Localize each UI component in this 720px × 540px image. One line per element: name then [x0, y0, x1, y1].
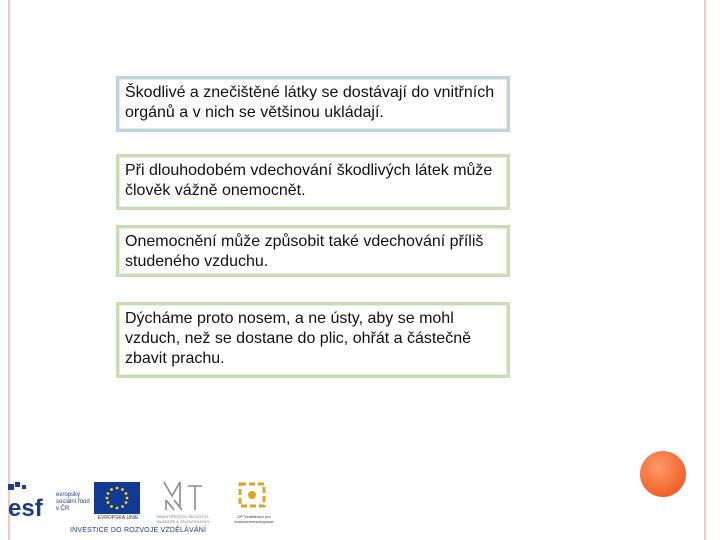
- text-box-3: [116, 225, 510, 277]
- eu-flag: [94, 482, 140, 514]
- paragraph-2: Při dlouhodobém vdechování škodlivých látek může člověk vážně onemocnět.: [125, 162, 493, 199]
- text-box-1: [116, 76, 510, 132]
- esf-logo: [8, 482, 52, 520]
- svg-text:esf: esf: [8, 495, 43, 520]
- op-logo: [236, 480, 270, 512]
- text-box-4: [116, 302, 510, 378]
- investice-label: INVESTICE DO ROZVOJE VZDĚLÁVÁNÍ: [70, 527, 207, 534]
- op-label: OP Vzdělávání pro konkurenceschopnost: [234, 514, 274, 524]
- decorative-circle: [640, 451, 686, 497]
- eu-label: EVROPSKÁ UNIE: [97, 515, 139, 521]
- msmt-label: MINISTERSTVO ŠKOLSTVÍ, MLÁDEŽE A TĚLOVÝCHOVY: [156, 514, 210, 524]
- esf-text: evropský sociální fond v ČR: [56, 492, 90, 512]
- paragraph-1: Škodlivé a znečištěné látky se dostávají do vnitřních orgánů a v nich se většinou ukládají.: [125, 84, 495, 121]
- paragraph-4: Dýcháme proto nosem, a ne ústy, aby se mohl vzduch, než se dostane do plic, ohřát a částečně zbavit prachu.: [125, 310, 471, 367]
- paragraph-3: Onemocnění může způsobit také vdechování příliš studeného vzduchu.: [125, 233, 484, 270]
- footer-logos: [0, 470, 300, 540]
- text-box-2: [116, 154, 510, 210]
- msmt-logo: [158, 478, 208, 514]
